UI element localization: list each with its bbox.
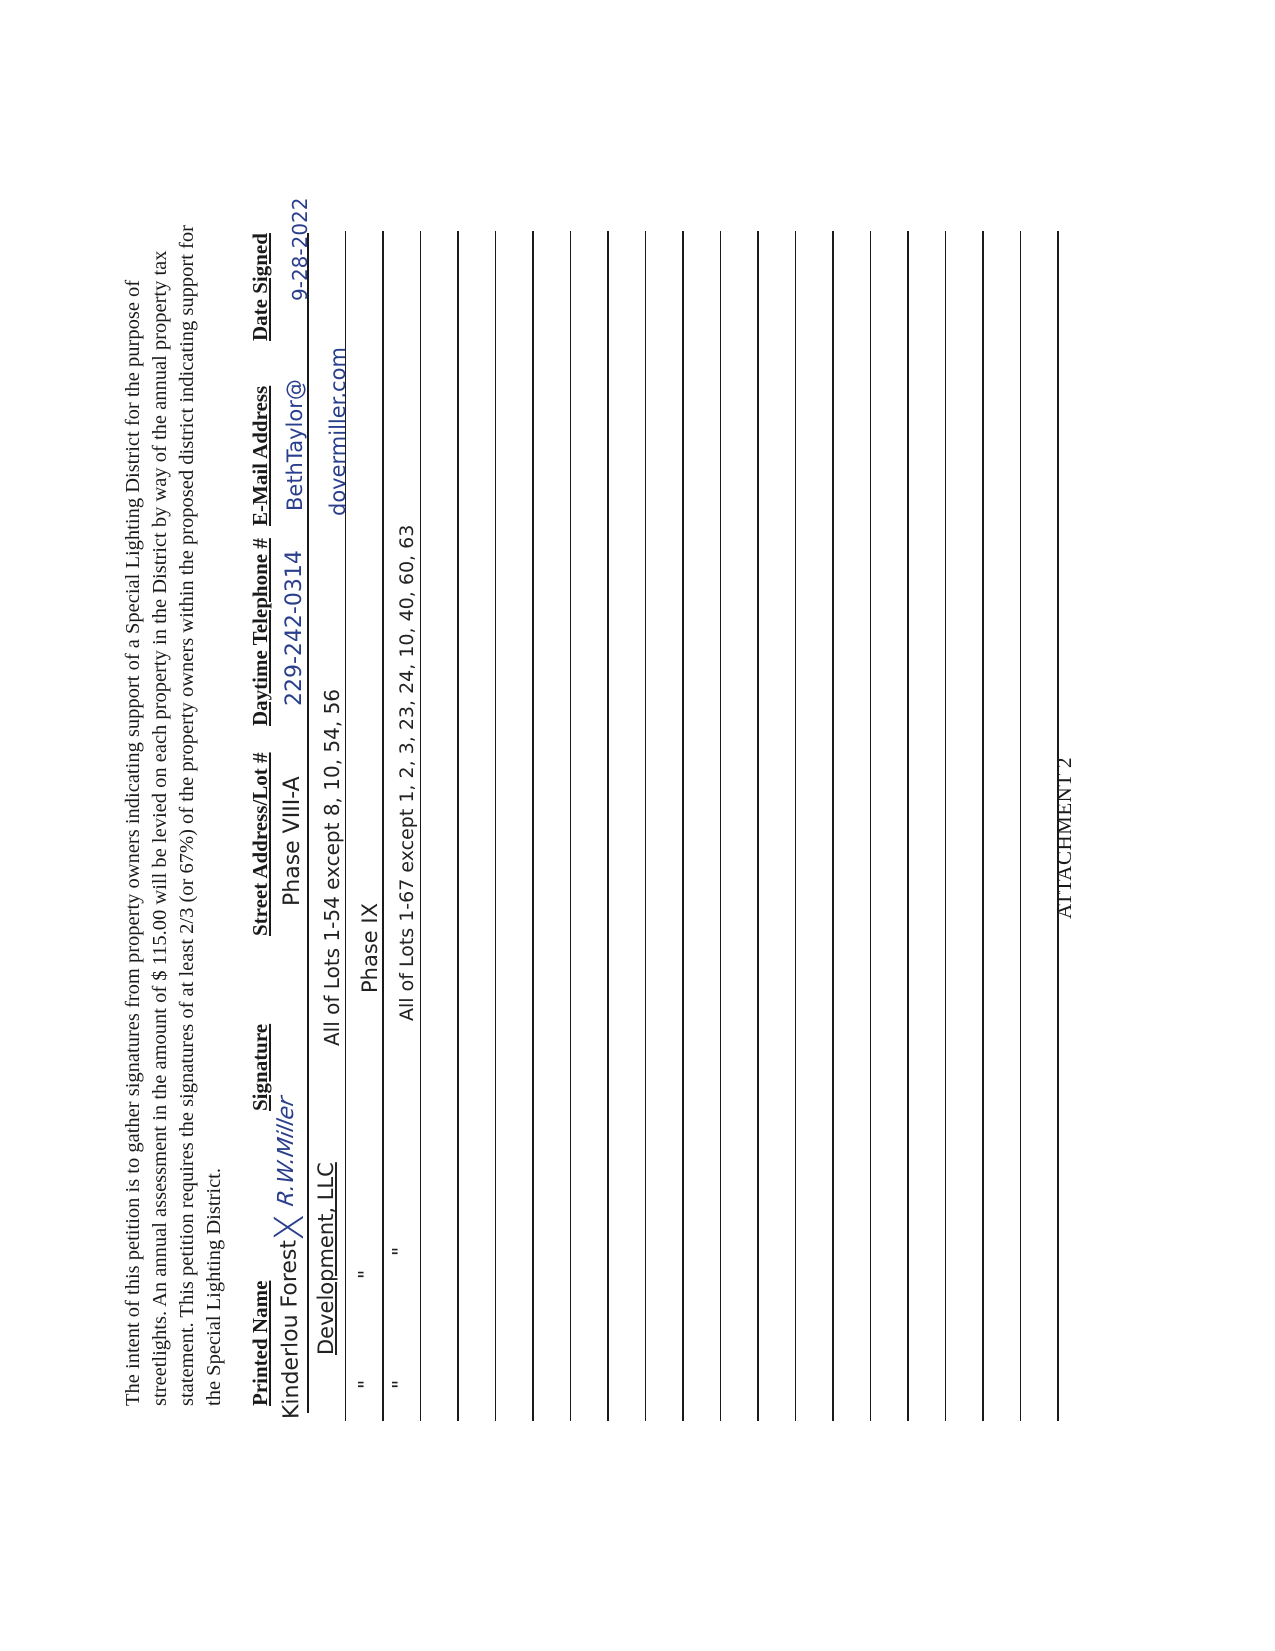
signature-line (682, 231, 684, 1421)
entry-address-row2: All of Lots 1-54 except 8, 10, 54, 56 (320, 688, 344, 1046)
entry-name-line1: Kinderlou Forest (276, 1239, 305, 1420)
signature-line (382, 231, 384, 1421)
signature-line (720, 231, 722, 1421)
entry-name-line2: Development, LLC (314, 1162, 338, 1355)
header-email: E-Mail Address (248, 385, 272, 526)
header-date-signed: Date Signed (248, 233, 272, 341)
ditto-signature-row3: " (354, 1269, 378, 1279)
ditto-name-row3: " (354, 1379, 378, 1389)
signature-line (795, 231, 797, 1421)
entry-address-row1: Phase VIII-A (280, 776, 305, 906)
signature-line (420, 231, 422, 1421)
signature-line (945, 231, 947, 1421)
signature-scribble: R.W.Miller (274, 1094, 299, 1209)
signature-line (532, 231, 534, 1421)
entry-email-line2: dovermiller.com (326, 347, 350, 516)
signature-line (495, 231, 497, 1421)
signature-line (570, 231, 572, 1421)
signature-line (757, 231, 759, 1421)
signature-line (832, 231, 834, 1421)
header-telephone: Daytime Telephone # (248, 538, 272, 726)
header-street-address: Street Address/Lot # (248, 752, 272, 936)
signature-line (982, 231, 984, 1421)
footer-attachment-label: ATTACHMENT 2 (1052, 756, 1076, 919)
signature-line (870, 231, 872, 1421)
ditto-signature-row4: " (388, 1246, 412, 1256)
intro-paragraph: The intent of this petition is to gather signatures from property owners indicating support of a Special Lighting District for the purpose of streetlights. An annual assessment in the amount of $ 115.00 will be levied on each property in the District by way of the annual property tax statement. This petition requires the signatures of at least 2/3 (or 67%) of the property owners within the proposed district indicating support for the Special Lighting District. (122, 225, 225, 1406)
ditto-name-row4: " (388, 1379, 412, 1389)
entry-telephone: 229-242-0314 (282, 550, 307, 706)
entry-address-row4: All of Lots 1-67 except 1, 2, 3, 23, 24, 10, 40, 60, 63 (396, 524, 418, 1021)
signature-line (645, 231, 647, 1421)
signature-line (1020, 231, 1022, 1421)
entry-date-signed: 9-28-2022 (288, 197, 312, 301)
entry-address-row3: Phase IX (358, 903, 382, 993)
signature-line (457, 231, 459, 1421)
header-printed-name: Printed Name (248, 1280, 272, 1406)
signature-line (907, 231, 909, 1421)
signature-line (607, 231, 609, 1421)
entry-email-line1: BethTaylor@ (283, 379, 307, 511)
signature-x-mark: X (267, 1213, 313, 1241)
header-signature: Signature (248, 1023, 272, 1111)
